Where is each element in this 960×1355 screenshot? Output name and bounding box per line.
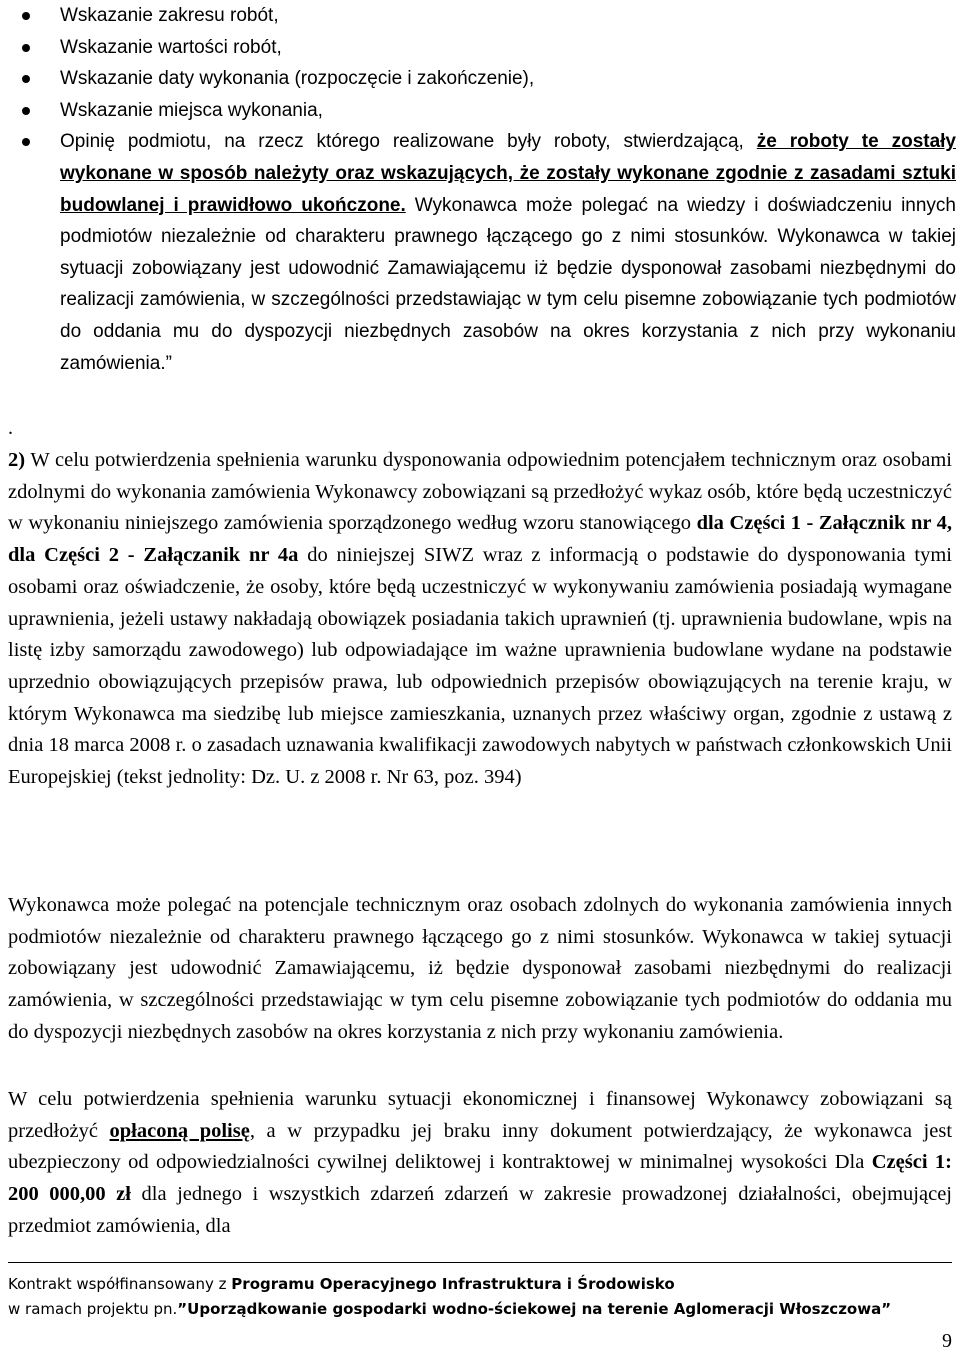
requirements-bullet-list xyxy=(22,0,956,379)
list-item: Wskazanie daty wykonania (rozpoczęcie i zakończenie), xyxy=(22,63,956,95)
page-number: 9 xyxy=(942,1330,952,1352)
list-item: Wskazanie miejsca wykonania, xyxy=(22,95,956,127)
bullet-icon xyxy=(22,12,30,20)
bullet-icon xyxy=(22,75,30,83)
page-footer xyxy=(8,1272,952,1322)
amount-emphasis: Części 1: 200 000,00 zł xyxy=(8,1151,952,1206)
bullet-icon xyxy=(22,44,30,52)
section-number: 2) xyxy=(8,449,26,471)
paragraph-3: Wykonawca może polegać na potencjale technicznym oraz osobach zdolnych do wykonania zamówienia innych podmiotów niezależnie od charakteru prawnego łączącego go z nimi stosunków. Wykonawca w takiej sytuacji zobowiązany jest udowodnić Zamawiającemu, iż będzie dysponował zasobami niezbędnymi do realizacji zamówienia, w szczególności przedstawiając w tym celu pisemne zobowiązanie tych podmiotów do oddania mu do dyspozycji niezbędnych zasobów na okres korzystania z nich przy wykonaniu zamówienia. xyxy=(8,894,952,1043)
policy-emphasis: opłaconą polisę xyxy=(109,1119,250,1142)
emphasis-text: że roboty te zostały wykonane w sposób należyty oraz wskazujących, że zostały wykonane zgodnie z zasadami sztuki budowlanej i prawidłowo ukończone. xyxy=(60,131,956,216)
footer-divider xyxy=(8,1262,952,1263)
bullet-icon xyxy=(22,107,30,115)
section-2-paragraph: 2) W celu potwierdzenia spełnienia warunku dysponowania odpowiednim potencjałem technicznym oraz osobami zdolnymi do wykonania zamówienia Wykonawcy zobowiązani są przedłożyć wykaz osób, które będą uczestniczyć w wykonaniu niniejszego zamówienia sporządzonego według wzoru stanowiącego dla Części 1 - Załącznik nr 4, dla Części 2 - Załączanik nr 4a do niniejszej SIWZ wraz z informacją o podstawie do dysponowania tymi osobami oraz oświadczenie, że osoby, które będą uczestniczyć w wykonywaniu zamówienia posiadają wymagane uprawnienia, jeżeli ustawy nakładają obowiązek posiadania takich uprawnień (tj. uprawnienia budowlane, wpis na listę izby samorządu zawodowego) lub odpowiadające im ważne uprawnienia budowlane wydane na podstawie uprzednio obowiązujących przepisów prawa, lub odpowiednich przepisów obowiązujących na terenie kraju, w którym Wykonawca ma siedzibę lub miejsce zamieszkania, uznanych przez właściwy organ, zgodnie z ustawą z dnia 18 marca 2008 r. o zasadach uznawania kwalifikacji zawodowych nabytych w państwach członkowskich Unii Europejskiej (tekst jednolity: Dz. U. z 2008 r. Nr 63, poz. 394) xyxy=(8,449,952,789)
stray-dot: . xyxy=(8,417,13,439)
footer-line-2: w ramach projektu pn.”Uporządkowanie gospodarki wodno-ściekowej na terenie Aglomeracji Włoszczowa” xyxy=(8,1300,892,1318)
bullet-icon xyxy=(22,138,30,146)
paragraph-4: W celu potwierdzenia spełnienia warunku sytuacji ekonomicznej i finansowej Wykonawcy zobowiązani są przedłożyć opłaconą polisę, a w przypadku jej braku inny dokument potwierdzający, że wykonawca jest ubezpieczony od odpowiedzialności cywilnej deliktowej i kontraktowej w minimalnej wysokości Dla Części 1: 200 000,00 zł dla jednego i wszystkich zdarzeń zdarzeń w zakresie prowadzonej działalności, obejmującej przedmiot zamówienia, dla xyxy=(8,1088,953,1237)
attachment-reference: dla Części 1 - Załącznik nr 4, dla Części 2 - Załączanik nr 4a xyxy=(8,512,952,567)
list-item: Wskazanie zakresu robót, xyxy=(22,0,956,32)
list-item: Wskazanie wartości robót, xyxy=(22,32,956,64)
footer-line-1: Kontrakt współfinansowany z Programu Operacyjnego Infrastruktura i Środowisko xyxy=(8,1275,675,1293)
list-item: Opinię podmiotu, na rzecz którego realizowane były roboty, stwierdzającą, że roboty te zostały wykonane w sposób należyty oraz wskazujących, że zostały wykonane zgodnie z zasadami sztuki budowlanej i prawidłowo ukończone. Wykonawca może polegać na wiedzy i doświadczeniu innych podmiotów niezależnie od charakteru prawnego łączącego go z nimi stosunków. Wykonawca w takiej sytuacji zobowiązany jest udowodnić Zamawiającemu iż będzie dysponował zasobami niezbędnymi do realizacji zamówienia, w szczególności przedstawiając w tym celu pisemne zobowiązanie tych podmiotów do oddania mu do dyspozycji niezbędnych zasobów na okres korzystania z nich przy wykonaniu zamówienia.” xyxy=(22,126,956,379)
